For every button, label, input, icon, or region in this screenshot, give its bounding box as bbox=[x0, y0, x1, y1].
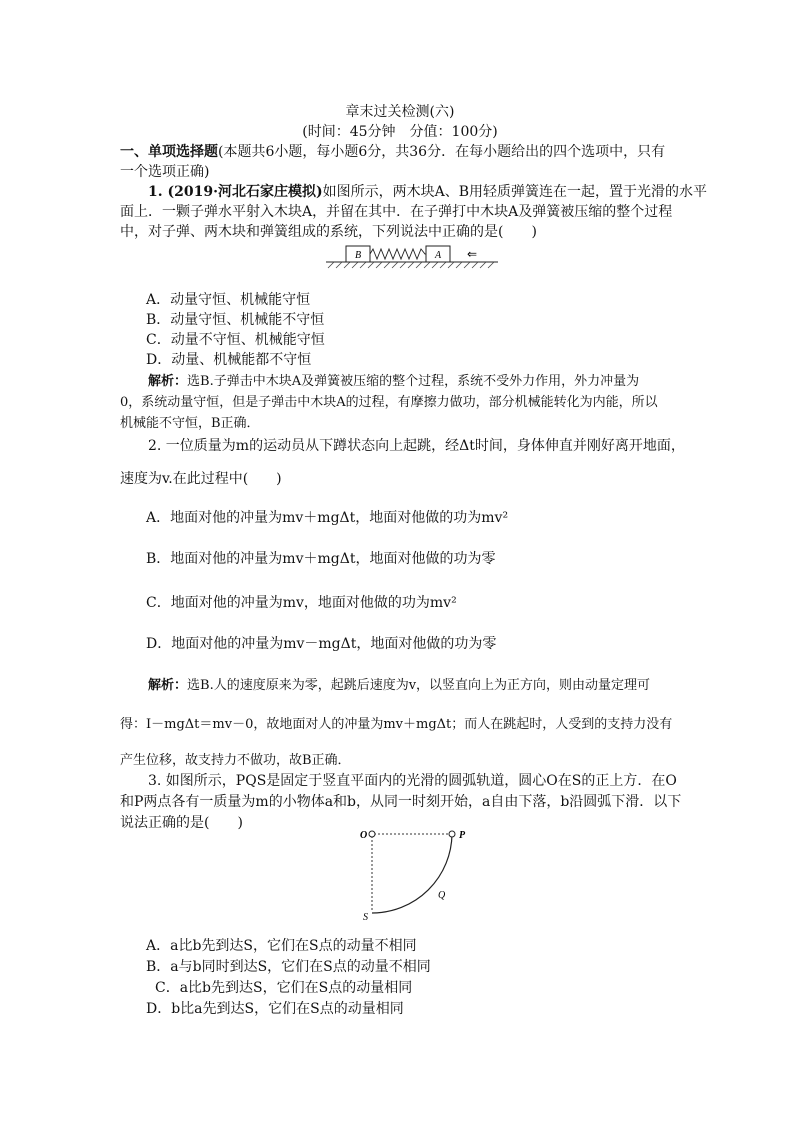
section-line-1 bbox=[120, 142, 665, 162]
q1-analysis-text-3: 机械能不守恒，B正确． bbox=[120, 416, 260, 431]
q1-line-1 bbox=[148, 182, 707, 202]
q3-label-p: P bbox=[459, 830, 466, 841]
section-intro-2: 一个选项正确) bbox=[120, 164, 210, 180]
q3-label-s: S bbox=[363, 912, 368, 923]
q3-arc-track bbox=[372, 834, 452, 913]
section-heading: 一、单项选择题 bbox=[120, 144, 218, 160]
q3-option-c: C．a比b先到达S，它们在S点的动量相同 bbox=[155, 980, 413, 996]
q2-text-1: 2. 一位质量为m的运动员从下蹲状态向上起跳，经Δt时间，身体伸直并刚好离开地面， bbox=[148, 438, 685, 454]
q1-text-3: 中，对子弹、两木块和弹簧组成的系统，下列说法中正确的是( ) bbox=[120, 224, 537, 240]
q2-option-a: A．地面对他的冲量为mv＋mgΔt，地面对他做的功为mv² bbox=[146, 510, 509, 526]
section-intro-1: (本题共6小题，每小题6分，共36分．在每小题给出的四个选项中，只有 bbox=[218, 144, 666, 160]
q2-analysis-text-2: 得：I－mgΔt＝mv－0，故地面对人的冲量为mv＋mgΔt；而人在跳起时，人受到的支持力没有 bbox=[120, 717, 673, 732]
q2-analysis-text-3: 产生位移，故支持力不做功，故B正确． bbox=[120, 753, 351, 768]
q3-label-q: Q bbox=[438, 890, 446, 901]
q1-ground-hatch bbox=[328, 262, 494, 268]
q1-source: 1. (2019·河北石家庄模拟) bbox=[148, 184, 323, 200]
q1-analysis-label: 解析： bbox=[148, 374, 188, 389]
page-title: 章末过关检测(六) bbox=[345, 104, 455, 120]
q1-analysis-line-1 bbox=[148, 372, 639, 392]
q3-option-b: B．a与b同时到达S，它们在S点的动量不相同 bbox=[146, 959, 431, 975]
q1-option-a: A．动量守恒、机械能守恒 bbox=[146, 292, 311, 308]
q3-text-1: 3. 如图所示，PQS是固定于竖直平面内的光滑的圆弧轨道，圆心O在S的正上方．在O bbox=[148, 773, 677, 789]
q2-option-b: B．地面对他的冲量为mv＋mgΔt，地面对他做的功为零 bbox=[146, 551, 496, 567]
q3-text-2: 和P两点各有一质量为m的小物体a和b，从同一时刻开始，a自由下落，b沿圆弧下滑．以下 bbox=[120, 794, 682, 810]
q1-bullet-arrow-icon: ⇐ bbox=[467, 247, 478, 261]
q2-analysis-line-1 bbox=[148, 676, 650, 696]
q2-option-c: C．地面对他的冲量为mv，地面对他做的功为mv² bbox=[146, 595, 457, 611]
q2-analysis-text-1: 选B.人的速度原来为零，起跳后速度为v，以竖直向上为正方向，则由动量定理可 bbox=[187, 678, 651, 693]
q1-block-b-label: B bbox=[354, 250, 362, 261]
q2-option-d: D．地面对他的冲量为mv－mgΔt，地面对他做的功为零 bbox=[146, 636, 497, 652]
q1-option-c: C．动量不守恒、机械能守恒 bbox=[146, 332, 325, 348]
q1-block-a-label: A bbox=[434, 250, 442, 261]
q3-object-a bbox=[369, 831, 375, 837]
q3-option-a: A．a比b先到达S，它们在S点的动量不相同 bbox=[146, 938, 417, 954]
q1-text-2: 面上．一颗子弹水平射入木块A，并留在其中．在子弹打中木块A及弹簧被压缩的整个过程 bbox=[120, 204, 673, 220]
q1-spring bbox=[370, 249, 426, 259]
q2-analysis-label: 解析： bbox=[148, 678, 188, 693]
q3-figure bbox=[352, 822, 482, 926]
q1-option-d: D．动量、机械能都不守恒 bbox=[146, 352, 312, 368]
q3-text-3: 说法正确的是( ) bbox=[120, 815, 243, 831]
q1-figure bbox=[322, 243, 502, 269]
q2-text-2: 速度为v.在此过程中( ) bbox=[120, 471, 282, 487]
q3-object-b bbox=[449, 831, 455, 837]
q1-analysis-text-2: 0，系统动量守恒，但是子弹击中木块A的过程，有摩擦力做功，部分机械能转化为内能，所以 bbox=[120, 395, 658, 410]
q1-analysis-text-1: 选B.子弹击中木块A及弹簧被压缩的整个过程，系统不受外力作用，外力冲量为 bbox=[187, 374, 640, 389]
q1-option-b: B．动量守恒、机械能不守恒 bbox=[146, 312, 325, 328]
q3-option-d: D．b比a先到达S，它们在S点的动量相同 bbox=[146, 1001, 404, 1017]
page-subtitle: (时间：45分钟 分值：100分) bbox=[302, 124, 498, 140]
q1-text-1: 如图所示，两木块A、B用轻质弹簧连在一起，置于光滑的水平 bbox=[322, 184, 707, 200]
q3-label-o: O bbox=[360, 830, 368, 841]
